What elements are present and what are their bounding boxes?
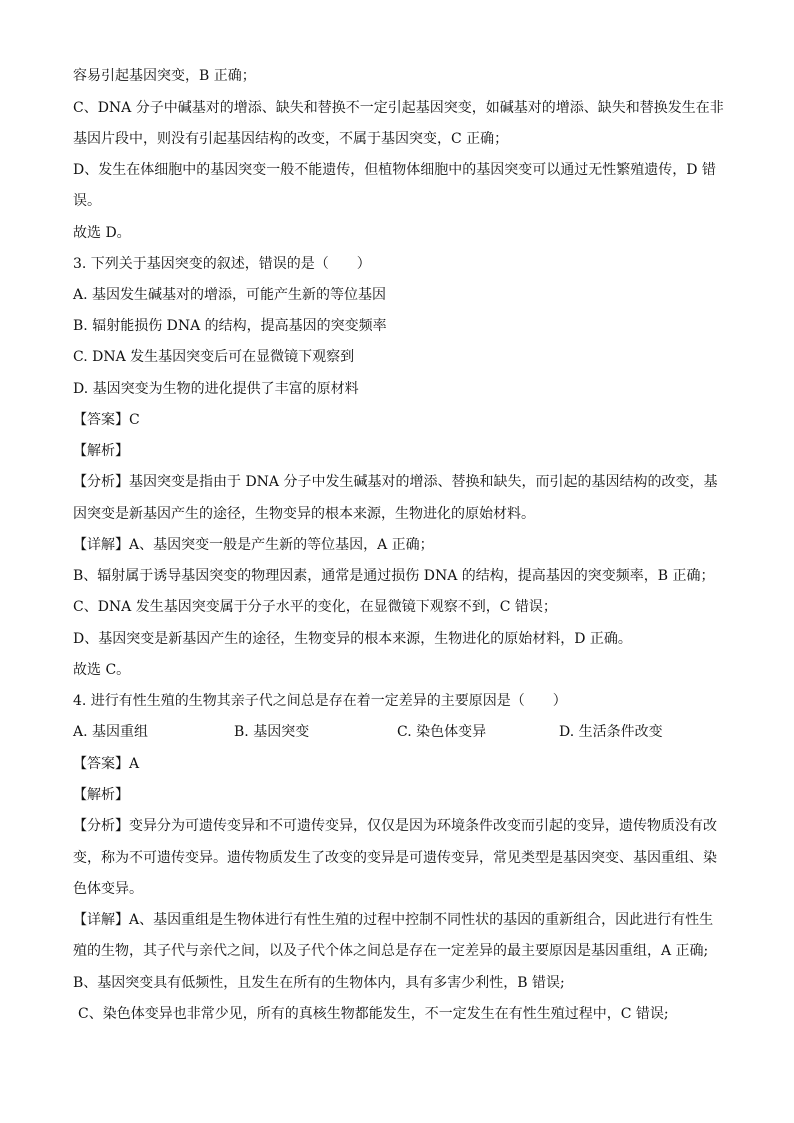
text-line: D、发生在体细胞中的基因突变一般不能遗传，但植物体细胞中的基因突变可以通过无性繁殖遗传，D 错: [73, 162, 716, 178]
question-4-stem: 4. 进行有性生殖的生物其亲子代之间总是存在着一定差异的主要原因是（ ）: [73, 693, 567, 709]
question-3-stem: 3. 下列关于基因突变的叙述，错误的是（ ）: [73, 256, 371, 272]
text-line: C、DNA 分子中碱基对的增添、缺失和替换不一定引起基因突变，如碱基对的增添、缺失和替换发生在非: [73, 100, 724, 116]
text-line: 容易引起基因突变，B 正确；: [73, 68, 256, 84]
question-4-option-c: C. 染色体变异: [397, 724, 487, 740]
question-3-option-c: C. DNA 发生基因突变后可在显微镜下观察到: [73, 349, 355, 365]
question-4-option-b: B. 基因突变: [234, 724, 310, 740]
question-3-option-a: A. 基因发生碱基对的增添，可能产生新的等位基因: [73, 287, 387, 303]
text-line: 【详解】A、基因突变一般是产生新的等位基因，A 正确；: [73, 537, 434, 553]
answer-label: 【答案】A: [73, 756, 140, 772]
question-4-options: [0, 723, 794, 741]
text-line: 故选 D。: [73, 225, 131, 241]
text-line: D、基因突变是新基因产生的途径，生物变异的根本来源，生物进化的原始材料，D 正确。: [73, 631, 632, 647]
question-3-option-d: D. 基因突变为生物的进化提供了丰富的原材料: [73, 381, 359, 397]
text-line: 故选 C。: [73, 662, 131, 678]
text-line: 变，称为不可遗传变异。遗传物质发生了改变的变异是可遗传变异，常见类型是基因突变、基因重组、染: [73, 850, 717, 866]
text-line: 基因片段中，则没有引起基因结构的改变，不属于基因突变，C 正确；: [73, 131, 509, 147]
text-line: B、基因突变具有低频性，且发生在所有的生物体内，具有多害少利性，B 错误;: [73, 975, 565, 991]
text-line: B、辐射属于诱导基因突变的物理因素，通常是通过损伤 DNA 的结构，提高基因的突变频率，B 正确；: [73, 568, 715, 584]
text-line: C、染色体变异也非常少见，所有的真核生物都能发生，不一定发生在有性生殖过程中，C 错误;: [78, 1006, 669, 1022]
text-line: 【详解】A、基因重组是生物体进行有性生殖的过程中控制不同性状的基因的重新组合，因此进行有性生: [73, 912, 714, 928]
text-line: 误。: [73, 193, 101, 209]
text-line: 【分析】基因突变是指由于 DNA 分子中发生碱基对的增添、替换和缺失，而引起的基因结构的改变，基: [73, 474, 718, 490]
analysis-heading: 【解析】: [73, 443, 129, 459]
question-4-option-d: D. 生活条件改变: [559, 724, 663, 740]
text-line: 【分析】变异分为可遗传变异和不可遗传变异，仅仅是因为环境条件改变而引起的变异，遗传物质没有改: [73, 818, 717, 834]
answer-label: 【答案】C: [73, 412, 140, 428]
question-4-option-a: A. 基因重组: [73, 724, 149, 740]
question-3-option-b: B. 辐射能损伤 DNA 的结构，提高基因的突变频率: [73, 318, 387, 334]
text-line: 殖的生物，其子代与亲代之间，以及子代个体之间总是存在一定差异的最主要原因是基因重组，A 正确;: [73, 943, 709, 959]
analysis-heading: 【解析】: [73, 787, 129, 803]
text-line: C、DNA 发生基因突变属于分子水平的变化，在显微镜下观察不到，C 错误；: [73, 599, 557, 615]
text-line: 因突变是新基因产生的途径，生物变异的根本来源，生物进化的原始材料。: [73, 506, 535, 522]
text-line: 色体变异。: [73, 881, 143, 897]
